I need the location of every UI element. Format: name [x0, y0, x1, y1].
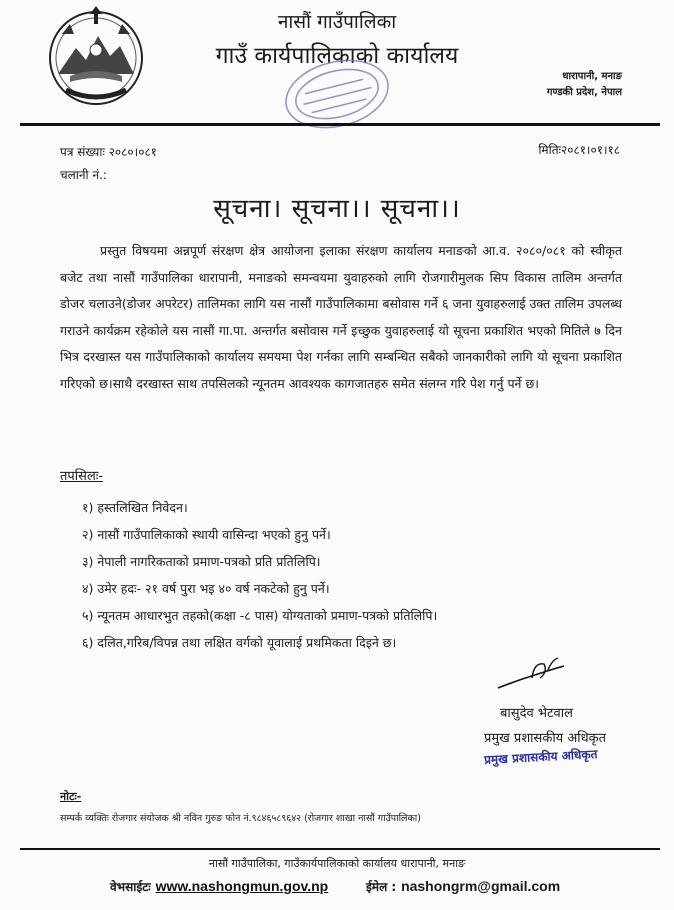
- list-item: १) हस्तलिखित निवेदन।: [82, 500, 188, 515]
- chalani-number: चलानी नं.:: [60, 168, 107, 182]
- signatory-title: प्रमुख प्रशासकीय अधिकृत: [484, 731, 607, 746]
- list-item: ३) नेपाली नागरिकताको प्रमाण-पत्रको प्रति प्रतिलिपि।: [82, 554, 321, 569]
- email-label: ईमेल :: [366, 880, 397, 894]
- website-link[interactable]: www.nashongmun.gov.np: [155, 878, 329, 894]
- office-stamp-icon: [278, 54, 396, 134]
- header-rule: [20, 123, 660, 126]
- requirements-list: [82, 494, 437, 656]
- email-address[interactable]: nashongrm@gmail.com: [401, 878, 561, 894]
- list-item: ४) उमेर हदः- २१ वर्ष पुरा भइ ४० वर्ष नकटेको हुनु पर्ने।: [82, 581, 330, 596]
- signature-icon: [494, 652, 568, 694]
- list-item: ६) दलित,गरिब/विपन्न तथा लक्षित वर्गको यूवालाई प्रथमिकता दिइने छ।: [82, 635, 397, 650]
- nepal-emblem-icon: [40, 4, 152, 108]
- footer-rule: [20, 848, 660, 850]
- patra-sankhya: पत्र संख्याः २०८०।०८१: [60, 145, 157, 159]
- footer-email: [366, 878, 560, 895]
- org-name: नासौं गाउँपालिका: [277, 11, 397, 33]
- list-item: ५) न्यूनतम आधारभुत तहको(कक्षा -८ पास) योग्यताको प्रमाण-पत्रको प्रतिलिपि।: [82, 608, 438, 623]
- list-item: २) नासौं गाउँपालिकाको स्थायी वासिन्दा भएको हुनु पर्ने।: [82, 527, 331, 542]
- note-label: नोटः-: [60, 790, 82, 803]
- notice-body: प्रस्तुत विषयमा अन्नपूर्ण संरक्षण क्षेत्र आयोजना इलाका संरक्षण कार्यालय मनाङको आ.व. २०८०/०८१ को स्वीकृत बजेट तथा नासौं गाउँपालिका धारापानी, मनाङको समन्वयमा युवाहरुको लागि रोजगारीमुलक सिप विकास तालिम अन्तर्गत डोजर चलाउने(डोजर अपरेटर) तालिमका लागि यस नासौं गाउँपालिकामा बसोवास गर्ने ६ जना युवाहरुलाई उक्त तालिम उपलब्ध गराउने कार्यक्रम रहेकोले यस नासौं गा.पा. अन्तर्गत बसोवास गर्ने इच्छुक युवाहरुलाई यो सूचना प्रकाशित भएको मितिले ७ दिन भित्र दरखास्त यस गाउँपालिकाको कार्यालय समयमा पेश गर्नका लागि सम्बन्धित सबैको जानकारीको लागि यो सूचना प्रकाशित गरिएको छ।साथै दरखास्त साथ तपसिलको न्यूनतम आवश्यक कागजातहरु समेत संलग्न गरि पेश गर्नु पर्ने छ।: [60, 243, 622, 391]
- signatory-name: बासुदेव भेटवाल: [500, 706, 573, 721]
- date: मितिः२०८१।०१।१८: [538, 143, 620, 157]
- address-line-2: गण्डकी प्रदेश, नेपाल: [546, 87, 622, 98]
- office-name: गाउँ कार्यपालिकाको कार्यालय: [215, 43, 459, 69]
- signatory-stamp: प्रमुख प्रशासकीय अधिकृत: [483, 747, 598, 767]
- notice-heading: सूचना। सूचना।। सूचना।।: [213, 194, 461, 224]
- footer-office-line: नासौं गाउँपालिका, गाउँकार्यपालिकाको कार्यालय धारापानी, मनाङ: [208, 857, 466, 870]
- details-label: तपसिलः-: [60, 469, 104, 484]
- address-line-1: धारापानी, मनाङ: [562, 71, 622, 82]
- footer-website: [110, 878, 328, 895]
- contact-person: सम्पर्क व्यक्तिः रोजगार संयोजक श्री नविन गुरुङ फोन नं.९८४६५८९६४२ (रोजगार शाखा नासौं गाउँपालिका): [60, 813, 421, 824]
- website-label: वेभसाईटः: [110, 880, 151, 894]
